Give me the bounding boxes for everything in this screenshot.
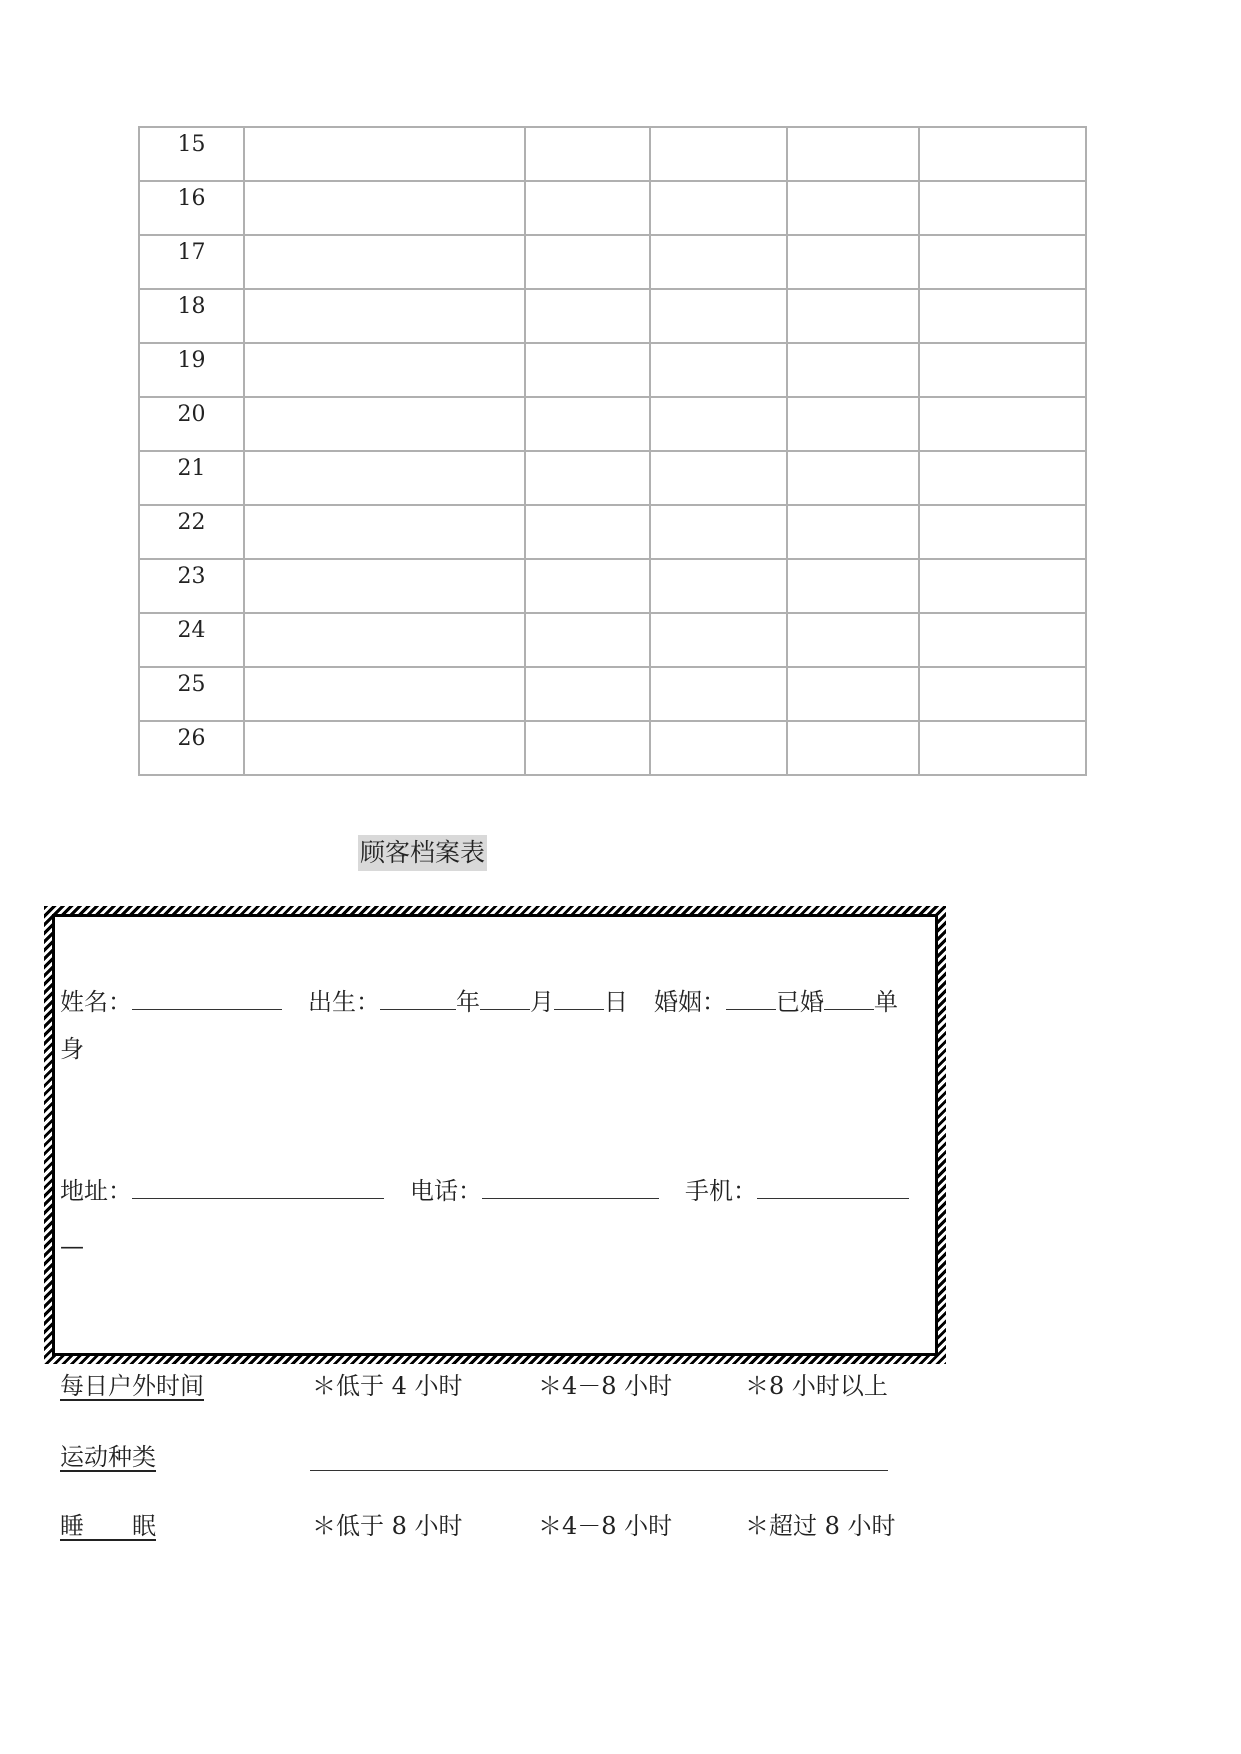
- record-table: [138, 126, 1087, 776]
- table-cell[interactable]: [650, 289, 787, 343]
- sport-type-label: 运动种类: [60, 1443, 156, 1471]
- table-cell[interactable]: [244, 289, 525, 343]
- table-row: [139, 397, 1086, 451]
- mobile-label: 手机：: [685, 1177, 757, 1205]
- table-row: [139, 343, 1086, 397]
- birth-label: 出生：: [308, 988, 380, 1016]
- table-cell[interactable]: [787, 235, 919, 289]
- row-number: 26: [139, 721, 244, 775]
- table-cell[interactable]: [525, 343, 650, 397]
- row-number: 17: [139, 235, 244, 289]
- table-cell[interactable]: [650, 397, 787, 451]
- day-label: 日: [604, 988, 628, 1016]
- name-field[interactable]: [132, 983, 282, 1010]
- table-row: [139, 667, 1086, 721]
- name-label: 姓名：: [60, 988, 132, 1016]
- table-row: [139, 127, 1086, 181]
- marriage-label: 婚姻：: [654, 988, 726, 1016]
- phone-label: 电话：: [410, 1177, 482, 1205]
- table-cell[interactable]: [919, 667, 1086, 721]
- row-number: 20: [139, 397, 244, 451]
- table-cell[interactable]: [244, 235, 525, 289]
- table-cell[interactable]: [919, 559, 1086, 613]
- table-cell[interactable]: [650, 235, 787, 289]
- table-cell[interactable]: [787, 127, 919, 181]
- row-number: 16: [139, 181, 244, 235]
- row-number: 21: [139, 451, 244, 505]
- table-cell[interactable]: [787, 181, 919, 235]
- table-cell[interactable]: [525, 397, 650, 451]
- table-cell[interactable]: [650, 613, 787, 667]
- outdoor-option-under-4h[interactable]: ＊低于 4 小时: [312, 1372, 463, 1400]
- name-birth-marriage-line: [60, 983, 898, 1018]
- table-cell[interactable]: [919, 451, 1086, 505]
- single-label-continued: 身: [60, 1035, 84, 1063]
- row-number: 22: [139, 505, 244, 559]
- sleep-option-under-8h[interactable]: ＊低于 8 小时: [312, 1512, 463, 1540]
- table-cell[interactable]: [650, 343, 787, 397]
- table-cell[interactable]: [244, 559, 525, 613]
- table-cell[interactable]: [787, 559, 919, 613]
- mobile-field-continued: —: [60, 1232, 84, 1260]
- table-cell[interactable]: [919, 505, 1086, 559]
- table-cell[interactable]: [787, 397, 919, 451]
- married-choice-field[interactable]: [726, 983, 776, 1010]
- table-cell[interactable]: [650, 721, 787, 775]
- table-cell[interactable]: [525, 127, 650, 181]
- table-cell[interactable]: [525, 451, 650, 505]
- table-cell[interactable]: [525, 667, 650, 721]
- table-cell[interactable]: [650, 127, 787, 181]
- table-row: [139, 613, 1086, 667]
- single-choice-field[interactable]: [824, 983, 874, 1010]
- address-label: 地址：: [60, 1177, 132, 1205]
- row-number: 15: [139, 127, 244, 181]
- table-cell[interactable]: [244, 397, 525, 451]
- table-cell[interactable]: [787, 667, 919, 721]
- table-cell[interactable]: [244, 181, 525, 235]
- birth-day-field[interactable]: [554, 983, 604, 1010]
- form-title: 顾客档案表: [358, 835, 487, 871]
- table-cell[interactable]: [787, 613, 919, 667]
- row-number: 19: [139, 343, 244, 397]
- table-cell[interactable]: [650, 505, 787, 559]
- table-cell[interactable]: [525, 559, 650, 613]
- table-row: [139, 505, 1086, 559]
- table-cell[interactable]: [244, 127, 525, 181]
- month-label: 月: [530, 988, 554, 1016]
- table-row: [139, 235, 1086, 289]
- table-cell[interactable]: [244, 451, 525, 505]
- table-cell[interactable]: [919, 289, 1086, 343]
- table-cell[interactable]: [787, 289, 919, 343]
- birth-year-field[interactable]: [380, 983, 456, 1010]
- table-cell[interactable]: [525, 721, 650, 775]
- table-cell[interactable]: [919, 127, 1086, 181]
- table-cell[interactable]: [787, 721, 919, 775]
- table-cell[interactable]: [525, 613, 650, 667]
- table-row: [139, 721, 1086, 775]
- table-cell[interactable]: [787, 505, 919, 559]
- table-cell[interactable]: [650, 451, 787, 505]
- sport-type-field[interactable]: [310, 1470, 888, 1471]
- table-cell[interactable]: [919, 343, 1086, 397]
- row-number: 25: [139, 667, 244, 721]
- outdoor-option-4-8h[interactable]: ＊4－8 小时: [538, 1372, 673, 1400]
- table-cell[interactable]: [650, 559, 787, 613]
- phone-field[interactable]: [482, 1172, 659, 1199]
- table-cell[interactable]: [525, 181, 650, 235]
- table-cell[interactable]: [244, 343, 525, 397]
- address-phone-mobile-line: [60, 1172, 909, 1207]
- table-row: [139, 559, 1086, 613]
- table-cell[interactable]: [650, 667, 787, 721]
- year-label: 年: [456, 988, 480, 1016]
- outdoor-option-over-8h[interactable]: ＊8 小时以上: [745, 1372, 888, 1400]
- table-cell[interactable]: [919, 397, 1086, 451]
- table-cell[interactable]: [787, 343, 919, 397]
- row-number: 18: [139, 289, 244, 343]
- table-cell[interactable]: [525, 505, 650, 559]
- info-frame-inner-border: [52, 914, 938, 1356]
- address-field[interactable]: [132, 1172, 384, 1199]
- row-number: 24: [139, 613, 244, 667]
- table-cell[interactable]: [919, 181, 1086, 235]
- sleep-label: 睡 眠: [60, 1512, 156, 1540]
- row-number: 23: [139, 559, 244, 613]
- sleep-option-over-8h[interactable]: ＊超过 8 小时: [745, 1512, 896, 1540]
- table-row: [139, 289, 1086, 343]
- table-cell[interactable]: [244, 613, 525, 667]
- table-row: [139, 181, 1086, 235]
- table-cell[interactable]: [919, 721, 1086, 775]
- single-label: 单: [874, 988, 898, 1016]
- table-cell[interactable]: [244, 721, 525, 775]
- table-cell[interactable]: [244, 667, 525, 721]
- sleep-option-4-8h[interactable]: ＊4－8 小时: [538, 1512, 673, 1540]
- table-cell[interactable]: [650, 181, 787, 235]
- table-cell[interactable]: [787, 451, 919, 505]
- table-cell[interactable]: [525, 289, 650, 343]
- mobile-field[interactable]: [757, 1172, 909, 1199]
- married-label: 已婚: [776, 988, 824, 1016]
- birth-month-field[interactable]: [480, 983, 530, 1010]
- table-cell[interactable]: [919, 235, 1086, 289]
- table-cell[interactable]: [244, 505, 525, 559]
- table-cell[interactable]: [919, 613, 1086, 667]
- table-cell[interactable]: [525, 235, 650, 289]
- info-frame: [44, 906, 946, 1364]
- table-row: [139, 451, 1086, 505]
- outdoor-time-label: 每日户外时间: [60, 1372, 204, 1400]
